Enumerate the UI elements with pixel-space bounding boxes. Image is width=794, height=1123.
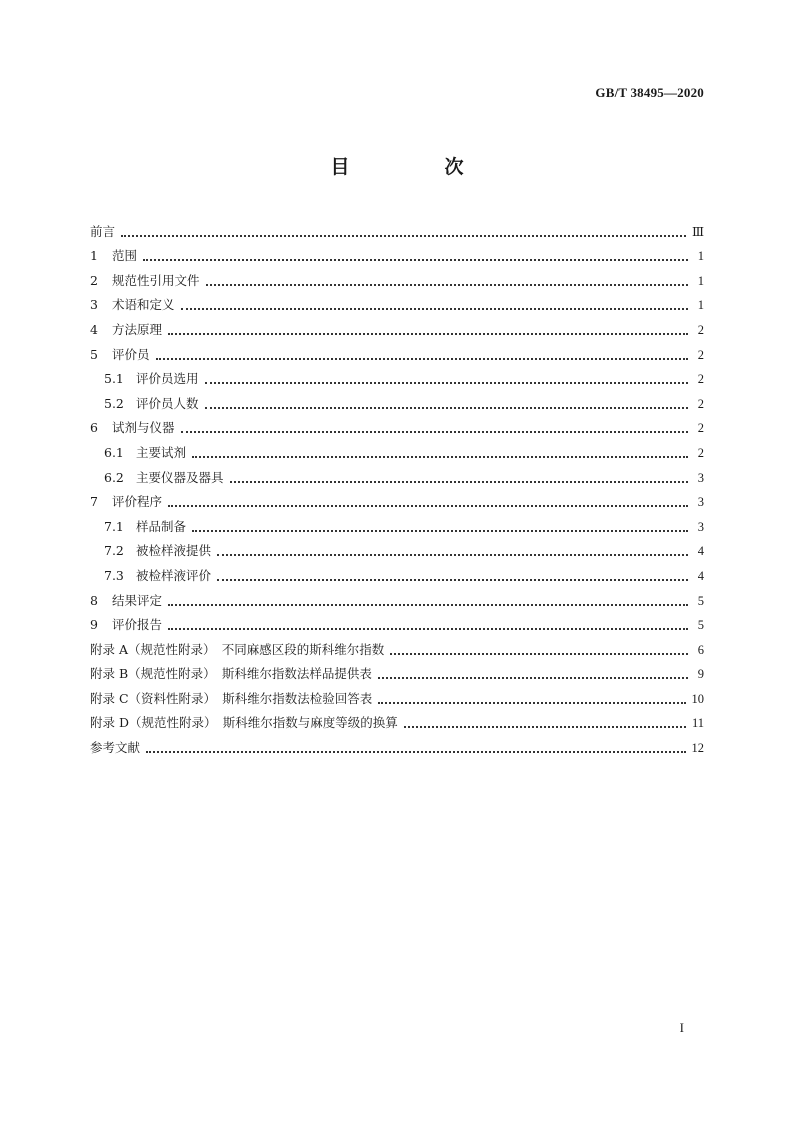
toc-entry-number: 7	[90, 494, 98, 510]
toc-entry-title: 试剂与仪器	[112, 420, 175, 436]
toc-entry-title: 样品制备	[136, 518, 187, 534]
toc-leader-dots	[168, 329, 688, 335]
toc-entry-title: 评价程序	[112, 494, 163, 510]
toc-leader-dots	[192, 452, 688, 458]
toc-leader-dots	[181, 304, 688, 310]
toc-entry-number: 6.2	[104, 469, 124, 485]
toc-entry-page: 11	[691, 716, 704, 731]
toc-entry-page: 4	[697, 544, 704, 559]
toc-entry-number: 5.1	[104, 371, 124, 387]
toc-entry-number: 2	[90, 272, 98, 288]
toc-entry-number: 9	[90, 617, 98, 633]
toc-entry-number: 7.2	[104, 543, 124, 559]
toc-entry-number: 3	[90, 297, 98, 313]
toc-entry-title: 附录 B（规范性附录） 斯科维尔指数法样品提供表	[90, 666, 372, 682]
toc-entry-number: 6.1	[104, 444, 124, 460]
toc-entry[interactable]	[90, 486, 704, 511]
toc-entry-page: 5	[697, 618, 704, 633]
toc-title: 目 次	[330, 156, 502, 178]
toc-entry-page: 3	[697, 519, 704, 534]
toc-leader-dots	[156, 354, 688, 360]
toc-entry[interactable]	[90, 289, 704, 314]
toc-entry-page: 2	[697, 347, 704, 362]
toc-entry[interactable]	[90, 387, 704, 412]
toc-leader-dots	[168, 624, 688, 630]
toc-entry[interactable]	[90, 731, 704, 756]
toc-leader-dots	[404, 722, 686, 728]
toc-entry[interactable]	[90, 682, 704, 707]
toc-entry-title: 评价员	[112, 346, 150, 362]
toc-leader-dots	[217, 575, 688, 581]
toc-entry-title: 被检样液评价	[136, 567, 212, 583]
toc-entry-page: Ⅲ	[691, 224, 704, 239]
toc-entry[interactable]	[90, 584, 704, 609]
toc-entry-title: 参考文献	[90, 740, 141, 756]
toc-leader-dots	[217, 550, 688, 556]
toc-entry-page: 3	[697, 495, 704, 510]
toc-entry-title: 附录 D（规范性附录） 斯科维尔指数与麻度等级的换算	[90, 715, 398, 731]
toc-entry-page: 4	[697, 568, 704, 583]
toc-entry[interactable]	[90, 707, 704, 732]
toc-entry-page: 9	[697, 667, 704, 682]
toc-entry-page: 1	[697, 249, 704, 264]
toc-entry[interactable]	[90, 633, 704, 658]
toc-entry-page: 3	[697, 470, 704, 485]
toc-entry[interactable]	[90, 215, 704, 240]
toc-entry[interactable]	[90, 510, 704, 535]
toc-entry-page: 5	[697, 593, 704, 608]
toc-leader-dots	[205, 378, 688, 384]
toc-entry-number: 4	[90, 321, 98, 337]
toc-leader-dots	[230, 477, 688, 483]
toc-entry-title: 前言	[90, 223, 116, 239]
toc-entry-title: 评价员选用	[136, 371, 199, 387]
toc-entry-page: 2	[697, 445, 704, 460]
toc-entry-title: 主要仪器及器具	[136, 469, 224, 485]
toc-entry-page: 10	[691, 691, 704, 706]
toc-entry-number: 6	[90, 420, 98, 436]
toc-entry-number: 7.3	[104, 567, 124, 583]
toc-entry-title: 术语和定义	[112, 297, 175, 313]
toc-entry-number: 5.2	[104, 395, 124, 411]
toc-entry-page: 2	[697, 372, 704, 387]
toc-entry-page: 12	[691, 741, 704, 756]
table-of-contents	[90, 215, 704, 756]
toc-leader-dots	[121, 231, 686, 237]
toc-leader-dots	[181, 427, 688, 433]
toc-entry-title: 评价报告	[112, 617, 163, 633]
toc-entry[interactable]	[90, 436, 704, 461]
toc-entry-page: 1	[697, 273, 704, 288]
toc-entry[interactable]	[90, 609, 704, 634]
toc-entry-title: 规范性引用文件	[112, 272, 200, 288]
toc-leader-dots	[143, 255, 688, 261]
toc-entry-number: 5	[90, 346, 98, 362]
toc-leader-dots	[390, 649, 688, 655]
toc-entry[interactable]	[90, 559, 704, 584]
toc-entry[interactable]	[90, 535, 704, 560]
toc-entry-page: 2	[697, 322, 704, 337]
toc-leader-dots	[378, 673, 688, 679]
toc-entry[interactable]	[90, 338, 704, 363]
toc-entry[interactable]	[90, 240, 704, 265]
toc-entry-page: 1	[697, 298, 704, 313]
toc-entry-title: 被检样液提供	[136, 543, 212, 559]
toc-entry-page: 6	[697, 642, 704, 657]
toc-entry[interactable]	[90, 461, 704, 486]
toc-entry-title: 附录 A（规范性附录） 不同麻感区段的斯科维尔指数	[90, 641, 385, 657]
toc-entry-number: 8	[90, 592, 98, 608]
toc-entry[interactable]	[90, 264, 704, 289]
toc-entry[interactable]	[90, 412, 704, 437]
toc-leader-dots	[206, 280, 688, 286]
toc-entry[interactable]	[90, 363, 704, 388]
page-number: I	[679, 1020, 684, 1035]
toc-leader-dots	[378, 698, 685, 704]
toc-leader-dots	[205, 403, 688, 409]
toc-entry-title: 主要试剂	[136, 444, 187, 460]
toc-leader-dots	[168, 600, 688, 606]
toc-leader-dots	[192, 526, 688, 532]
toc-leader-dots	[146, 747, 685, 753]
toc-entry-title: 范围	[112, 248, 138, 264]
toc-entry-title: 附录 C（资料性附录） 斯科维尔指数法检验回答表	[90, 690, 373, 706]
toc-entry-page: 2	[697, 396, 704, 411]
toc-entry-title: 结果评定	[112, 592, 163, 608]
toc-entry[interactable]	[90, 658, 704, 683]
toc-entry-page: 2	[697, 421, 704, 436]
toc-leader-dots	[168, 501, 688, 507]
toc-entry-number: 1	[90, 248, 98, 264]
toc-entry-title: 方法原理	[112, 321, 163, 337]
toc-entry-number: 7.1	[104, 518, 124, 534]
toc-entry-title: 评价员人数	[136, 395, 199, 411]
standard-code: GB/T 38495—2020	[595, 85, 704, 100]
toc-entry[interactable]	[90, 313, 704, 338]
